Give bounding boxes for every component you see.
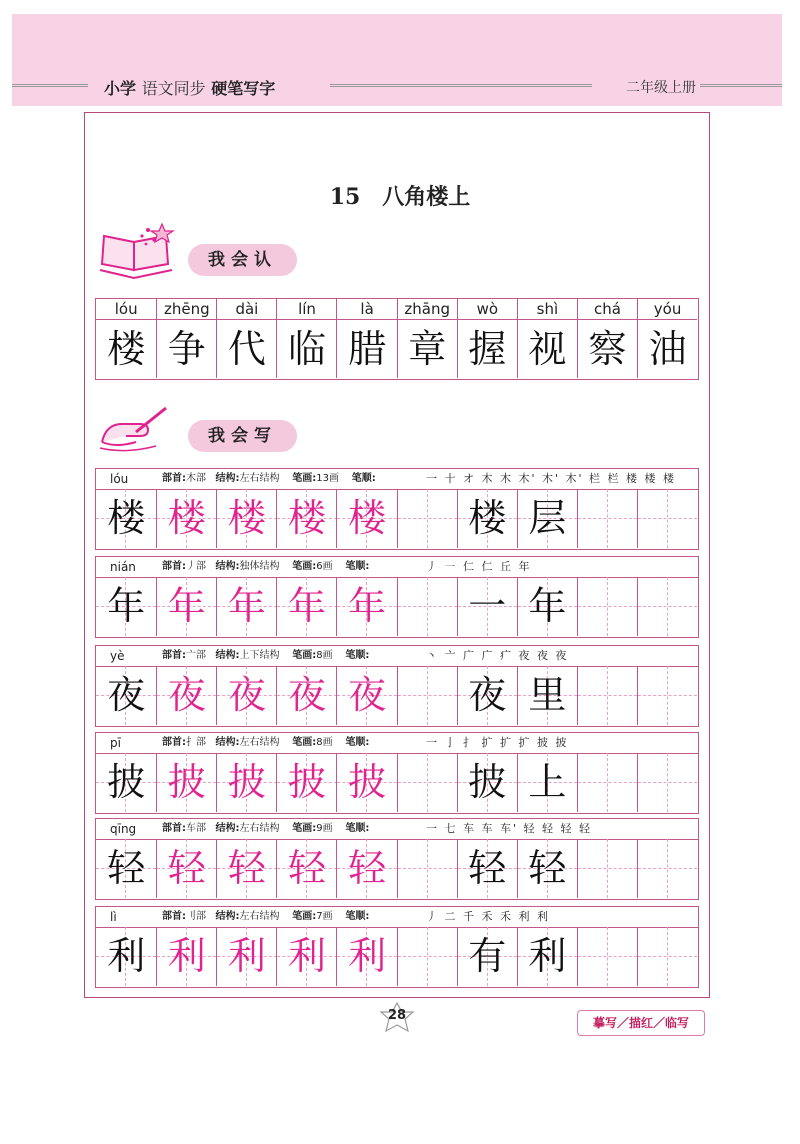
series-title (104, 76, 275, 99)
trace-character: 年 (287, 584, 326, 628)
order-label: 笔顺: (351, 473, 376, 484)
strokes-label: 笔画: (292, 911, 317, 922)
stroke-order: 一 十 オ 木 木 木' 木' 木' 栏 栏 楼 楼 楼 (426, 472, 677, 485)
header-rule-right (700, 84, 782, 87)
lesson-title: 15 八角楼上 (329, 184, 471, 210)
guide-line-v (427, 753, 428, 812)
page-number: 28 (387, 1008, 407, 1023)
header-rule-left (12, 84, 88, 87)
structure-value: 左右结构 (239, 473, 280, 484)
practice-grid (96, 753, 698, 812)
model-character: 年 (107, 584, 146, 628)
guide-line-v (667, 489, 668, 548)
section-label-recognize: 我会认 (188, 244, 297, 276)
trace-character: 夜 (348, 673, 387, 717)
structure-label: 结构: (215, 823, 240, 834)
practice-cell[interactable] (96, 666, 156, 725)
practice-cell[interactable] (336, 927, 396, 986)
recognize-character: 油 (648, 327, 687, 371)
practice-cell[interactable] (457, 577, 517, 636)
trace-character: 楼 (227, 496, 266, 540)
practice-cell[interactable] (457, 489, 517, 548)
radical-value: 亠部 (186, 650, 206, 661)
character-meta (162, 819, 369, 839)
trace-character: 夜 (227, 673, 266, 717)
trace-character: 楼 (167, 496, 206, 540)
trace-character: 楼 (287, 496, 326, 540)
practice-grid (96, 666, 698, 725)
trace-character: 披 (227, 760, 266, 804)
order-label: 笔顺: (345, 737, 370, 748)
writing-row-info (96, 557, 698, 578)
radical-label: 部首: (162, 823, 186, 834)
header-rule-middle (330, 84, 592, 87)
structure-label: 结构: (215, 473, 240, 484)
trace-character: 利 (227, 934, 266, 978)
trace-character: 楼 (348, 496, 387, 540)
writing-row-info (96, 819, 698, 840)
word-character: 上 (528, 760, 567, 804)
practice-cell[interactable] (216, 489, 276, 548)
strokes-label: 笔画: (292, 823, 317, 834)
guide-line-v (427, 489, 428, 548)
recognize-pinyin: là (337, 299, 396, 320)
writing-pinyin: yè (110, 649, 125, 663)
practice-cell[interactable] (96, 489, 156, 548)
practice-cell[interactable] (577, 489, 637, 548)
guide-line-v (607, 489, 608, 548)
practice-cell[interactable] (96, 927, 156, 986)
practice-grid (96, 839, 698, 898)
trace-character: 利 (348, 934, 387, 978)
trace-character: 轻 (287, 846, 326, 890)
word-character: 披 (468, 760, 507, 804)
recognize-character: 章 (408, 327, 447, 371)
guide-line-v (667, 839, 668, 898)
practice-cell[interactable] (96, 839, 156, 898)
word-character: 楼 (468, 496, 507, 540)
model-character: 夜 (107, 673, 146, 717)
practice-cell[interactable] (397, 927, 457, 986)
model-character: 利 (107, 934, 146, 978)
practice-cell[interactable] (517, 666, 577, 725)
practice-cell[interactable] (397, 839, 457, 898)
stroke-order: 一 七 车 车 车' 轻 轻 轻 轻 (426, 822, 592, 835)
trace-character: 披 (167, 760, 206, 804)
radical-label: 部首: (162, 737, 186, 748)
writing-row-info (96, 646, 698, 667)
series-sub: 硬笔写字 (211, 79, 276, 98)
practice-cell[interactable] (336, 839, 396, 898)
practice-cell[interactable] (577, 839, 637, 898)
practice-cell[interactable] (457, 666, 517, 725)
trace-character: 夜 (287, 673, 326, 717)
writing-row (95, 556, 699, 638)
radical-label: 部首: (162, 650, 186, 661)
recognize-cell (457, 299, 517, 378)
practice-grid (96, 927, 698, 986)
practice-cell[interactable] (637, 666, 697, 725)
character-meta (162, 557, 369, 577)
recognize-cell (397, 299, 457, 378)
recognize-cell (216, 299, 276, 378)
trace-character: 轻 (227, 846, 266, 890)
practice-cell[interactable] (397, 666, 457, 725)
practice-cell[interactable] (156, 927, 216, 986)
writing-pinyin: pī (110, 736, 121, 750)
structure-value: 上下结构 (239, 650, 280, 661)
recognize-pinyin: chá (578, 299, 637, 320)
structure-label: 结构: (215, 737, 240, 748)
trace-character: 轻 (167, 846, 206, 890)
character-meta (162, 646, 369, 666)
practice-cell[interactable] (276, 577, 336, 636)
order-label: 笔顺: (345, 650, 370, 661)
practice-cell[interactable] (216, 577, 276, 636)
practice-grid (96, 489, 698, 548)
guide-line-v (427, 666, 428, 725)
practice-cell[interactable] (457, 927, 517, 986)
trace-character: 年 (348, 584, 387, 628)
radical-label: 部首: (162, 473, 186, 484)
guide-line-v (607, 927, 608, 986)
strokes-value: 7画 (316, 911, 333, 922)
radical-value: 车部 (186, 823, 206, 834)
stroke-order: 丶 亠 广 广 疒 夜 夜 夜 (426, 649, 569, 662)
recognize-cell (96, 299, 156, 378)
recognize-cell (156, 299, 216, 378)
recognize-cell (637, 299, 697, 378)
guide-line-v (607, 666, 608, 725)
recognize-character: 视 (528, 327, 567, 371)
model-character: 楼 (107, 496, 146, 540)
writing-pinyin: lì (110, 910, 117, 924)
recognize-character: 腊 (348, 327, 387, 371)
structure-value: 左右结构 (239, 911, 280, 922)
order-label: 笔顺: (345, 911, 370, 922)
writing-pinyin: nián (110, 560, 136, 574)
practice-cell[interactable] (336, 753, 396, 812)
writing-row (95, 818, 699, 900)
practice-cell[interactable] (517, 577, 577, 636)
trace-character: 利 (287, 934, 326, 978)
practice-cell[interactable] (156, 489, 216, 548)
guide-line-v (427, 577, 428, 636)
recognize-pinyin: yóu (638, 299, 697, 320)
trace-character: 夜 (167, 673, 206, 717)
section-label-write: 我会写 (188, 420, 297, 452)
practice-cell[interactable] (216, 666, 276, 725)
word-character: 层 (528, 496, 567, 540)
practice-cell[interactable] (457, 839, 517, 898)
guide-line-v (667, 666, 668, 725)
trace-character: 利 (167, 934, 206, 978)
practice-cell[interactable] (637, 577, 697, 636)
practice-cell[interactable] (336, 489, 396, 548)
practice-cell[interactable] (156, 577, 216, 636)
strokes-value: 6画 (316, 561, 333, 572)
practice-cell[interactable] (397, 577, 457, 636)
practice-cell[interactable] (276, 753, 336, 812)
word-character: 轻 (528, 846, 567, 890)
practice-cell[interactable] (336, 577, 396, 636)
strokes-value: 8画 (316, 737, 333, 748)
stroke-order: 一 亅 扌 扩 扩 扩 披 披 (426, 736, 569, 749)
guide-line-v (667, 753, 668, 812)
guide-line-v (667, 927, 668, 986)
practice-cell[interactable] (577, 577, 637, 636)
grade-label: 二年级上册 (626, 80, 696, 96)
practice-cell[interactable] (156, 666, 216, 725)
structure-value: 左右结构 (239, 737, 280, 748)
recognize-pinyin: lín (277, 299, 336, 320)
order-label: 笔顺: (345, 561, 370, 572)
practice-cell[interactable] (96, 753, 156, 812)
writing-hand-icon (96, 402, 180, 454)
model-character: 披 (107, 760, 146, 804)
writing-pinyin: qīng (110, 822, 137, 836)
series-rest: 语文同步 (141, 79, 206, 98)
practice-cell[interactable] (276, 927, 336, 986)
practice-modes-label: 摹写／描红／临写 (577, 1010, 705, 1036)
writing-row (95, 468, 699, 550)
stroke-order: 丿 ㇐ 仁 仁 丘 年 (426, 560, 532, 573)
radical-label: 部首: (162, 561, 186, 572)
strokes-label: 笔画: (292, 561, 317, 572)
radical-value: 扌部 (186, 737, 206, 748)
word-character: 年 (528, 584, 567, 628)
writing-row (95, 732, 699, 814)
writing-row-info (96, 469, 698, 490)
recognize-character: 争 (167, 327, 206, 371)
structure-label: 结构: (215, 650, 240, 661)
practice-cell[interactable] (517, 927, 577, 986)
recognize-pinyin: zhēng (157, 299, 216, 320)
character-meta (162, 907, 369, 927)
practice-cell[interactable] (637, 839, 697, 898)
recognize-cell (276, 299, 336, 378)
recognize-cell (517, 299, 577, 378)
character-meta (162, 469, 376, 489)
practice-cell[interactable] (637, 927, 697, 986)
structure-label: 结构: (215, 561, 240, 572)
practice-cell[interactable] (216, 927, 276, 986)
word-character: 夜 (468, 673, 507, 717)
recognize-pinyin: dài (217, 299, 276, 320)
strokes-value: 9画 (316, 823, 333, 834)
practice-cell[interactable] (457, 753, 517, 812)
stroke-order: 丿 二 千 禾 禾 利 利 (426, 910, 550, 923)
radical-value: 丿部 (186, 561, 206, 572)
guide-line-v (607, 577, 608, 636)
guide-line-v (607, 753, 608, 812)
recognize-pinyin: zhāng (398, 299, 457, 320)
recognize-cell (336, 299, 396, 378)
recognize-table (95, 298, 699, 380)
structure-value: 左右结构 (239, 823, 280, 834)
series-main: 小学 (104, 79, 137, 98)
strokes-label: 笔画: (292, 473, 317, 484)
model-character: 轻 (107, 846, 146, 890)
writing-row (95, 645, 699, 727)
writing-row (95, 906, 699, 988)
recognize-character: 察 (588, 327, 627, 371)
trace-character: 披 (287, 760, 326, 804)
guide-line-v (667, 577, 668, 636)
strokes-value: 13画 (316, 473, 339, 484)
radical-value: 刂部 (186, 911, 206, 922)
practice-grid (96, 577, 698, 636)
practice-cell[interactable] (517, 753, 577, 812)
practice-cell[interactable] (577, 753, 637, 812)
recognize-character: 代 (227, 327, 266, 371)
practice-cell[interactable] (156, 839, 216, 898)
practice-cell[interactable] (577, 927, 637, 986)
order-label: 笔顺: (345, 823, 370, 834)
recognize-pinyin: shì (518, 299, 577, 320)
open-book-icon (96, 220, 180, 284)
writing-row-info (96, 907, 698, 928)
trace-character: 年 (167, 584, 206, 628)
practice-cell[interactable] (637, 489, 697, 548)
word-character: 有 (468, 934, 507, 978)
character-meta (162, 733, 369, 753)
practice-cell[interactable] (577, 666, 637, 725)
practice-cell[interactable] (216, 839, 276, 898)
recognize-pinyin: wò (458, 299, 517, 320)
practice-cell[interactable] (517, 839, 577, 898)
writing-pinyin: lóu (110, 472, 129, 486)
guide-line-v (427, 927, 428, 986)
writing-row-info (96, 733, 698, 754)
strokes-value: 8画 (316, 650, 333, 661)
recognize-character: 临 (287, 327, 326, 371)
recognize-pinyin: lóu (96, 299, 156, 320)
guide-line-v (427, 839, 428, 898)
trace-character: 披 (348, 760, 387, 804)
word-character: 利 (528, 934, 567, 978)
word-character: 轻 (468, 846, 507, 890)
structure-value: 独体结构 (239, 561, 280, 572)
practice-cell[interactable] (216, 753, 276, 812)
practice-cell[interactable] (276, 489, 336, 548)
strokes-label: 笔画: (292, 737, 317, 748)
practice-cell[interactable] (336, 666, 396, 725)
trace-character: 轻 (348, 846, 387, 890)
word-character: 一 (468, 584, 507, 628)
practice-cell[interactable] (637, 753, 697, 812)
structure-label: 结构: (215, 911, 240, 922)
practice-cell[interactable] (276, 666, 336, 725)
word-character: 里 (528, 673, 567, 717)
practice-cell[interactable] (96, 577, 156, 636)
recognize-cell (577, 299, 637, 378)
radical-value: 木部 (186, 473, 206, 484)
radical-label: 部首: (162, 911, 186, 922)
practice-cell[interactable] (156, 753, 216, 812)
strokes-label: 笔画: (292, 650, 317, 661)
practice-cell[interactable] (276, 839, 336, 898)
trace-character: 年 (227, 584, 266, 628)
practice-cell[interactable] (397, 489, 457, 548)
recognize-character: 握 (468, 327, 507, 371)
recognize-character: 楼 (107, 327, 146, 371)
practice-cell[interactable] (397, 753, 457, 812)
guide-line-v (607, 839, 608, 898)
practice-cell[interactable] (517, 489, 577, 548)
